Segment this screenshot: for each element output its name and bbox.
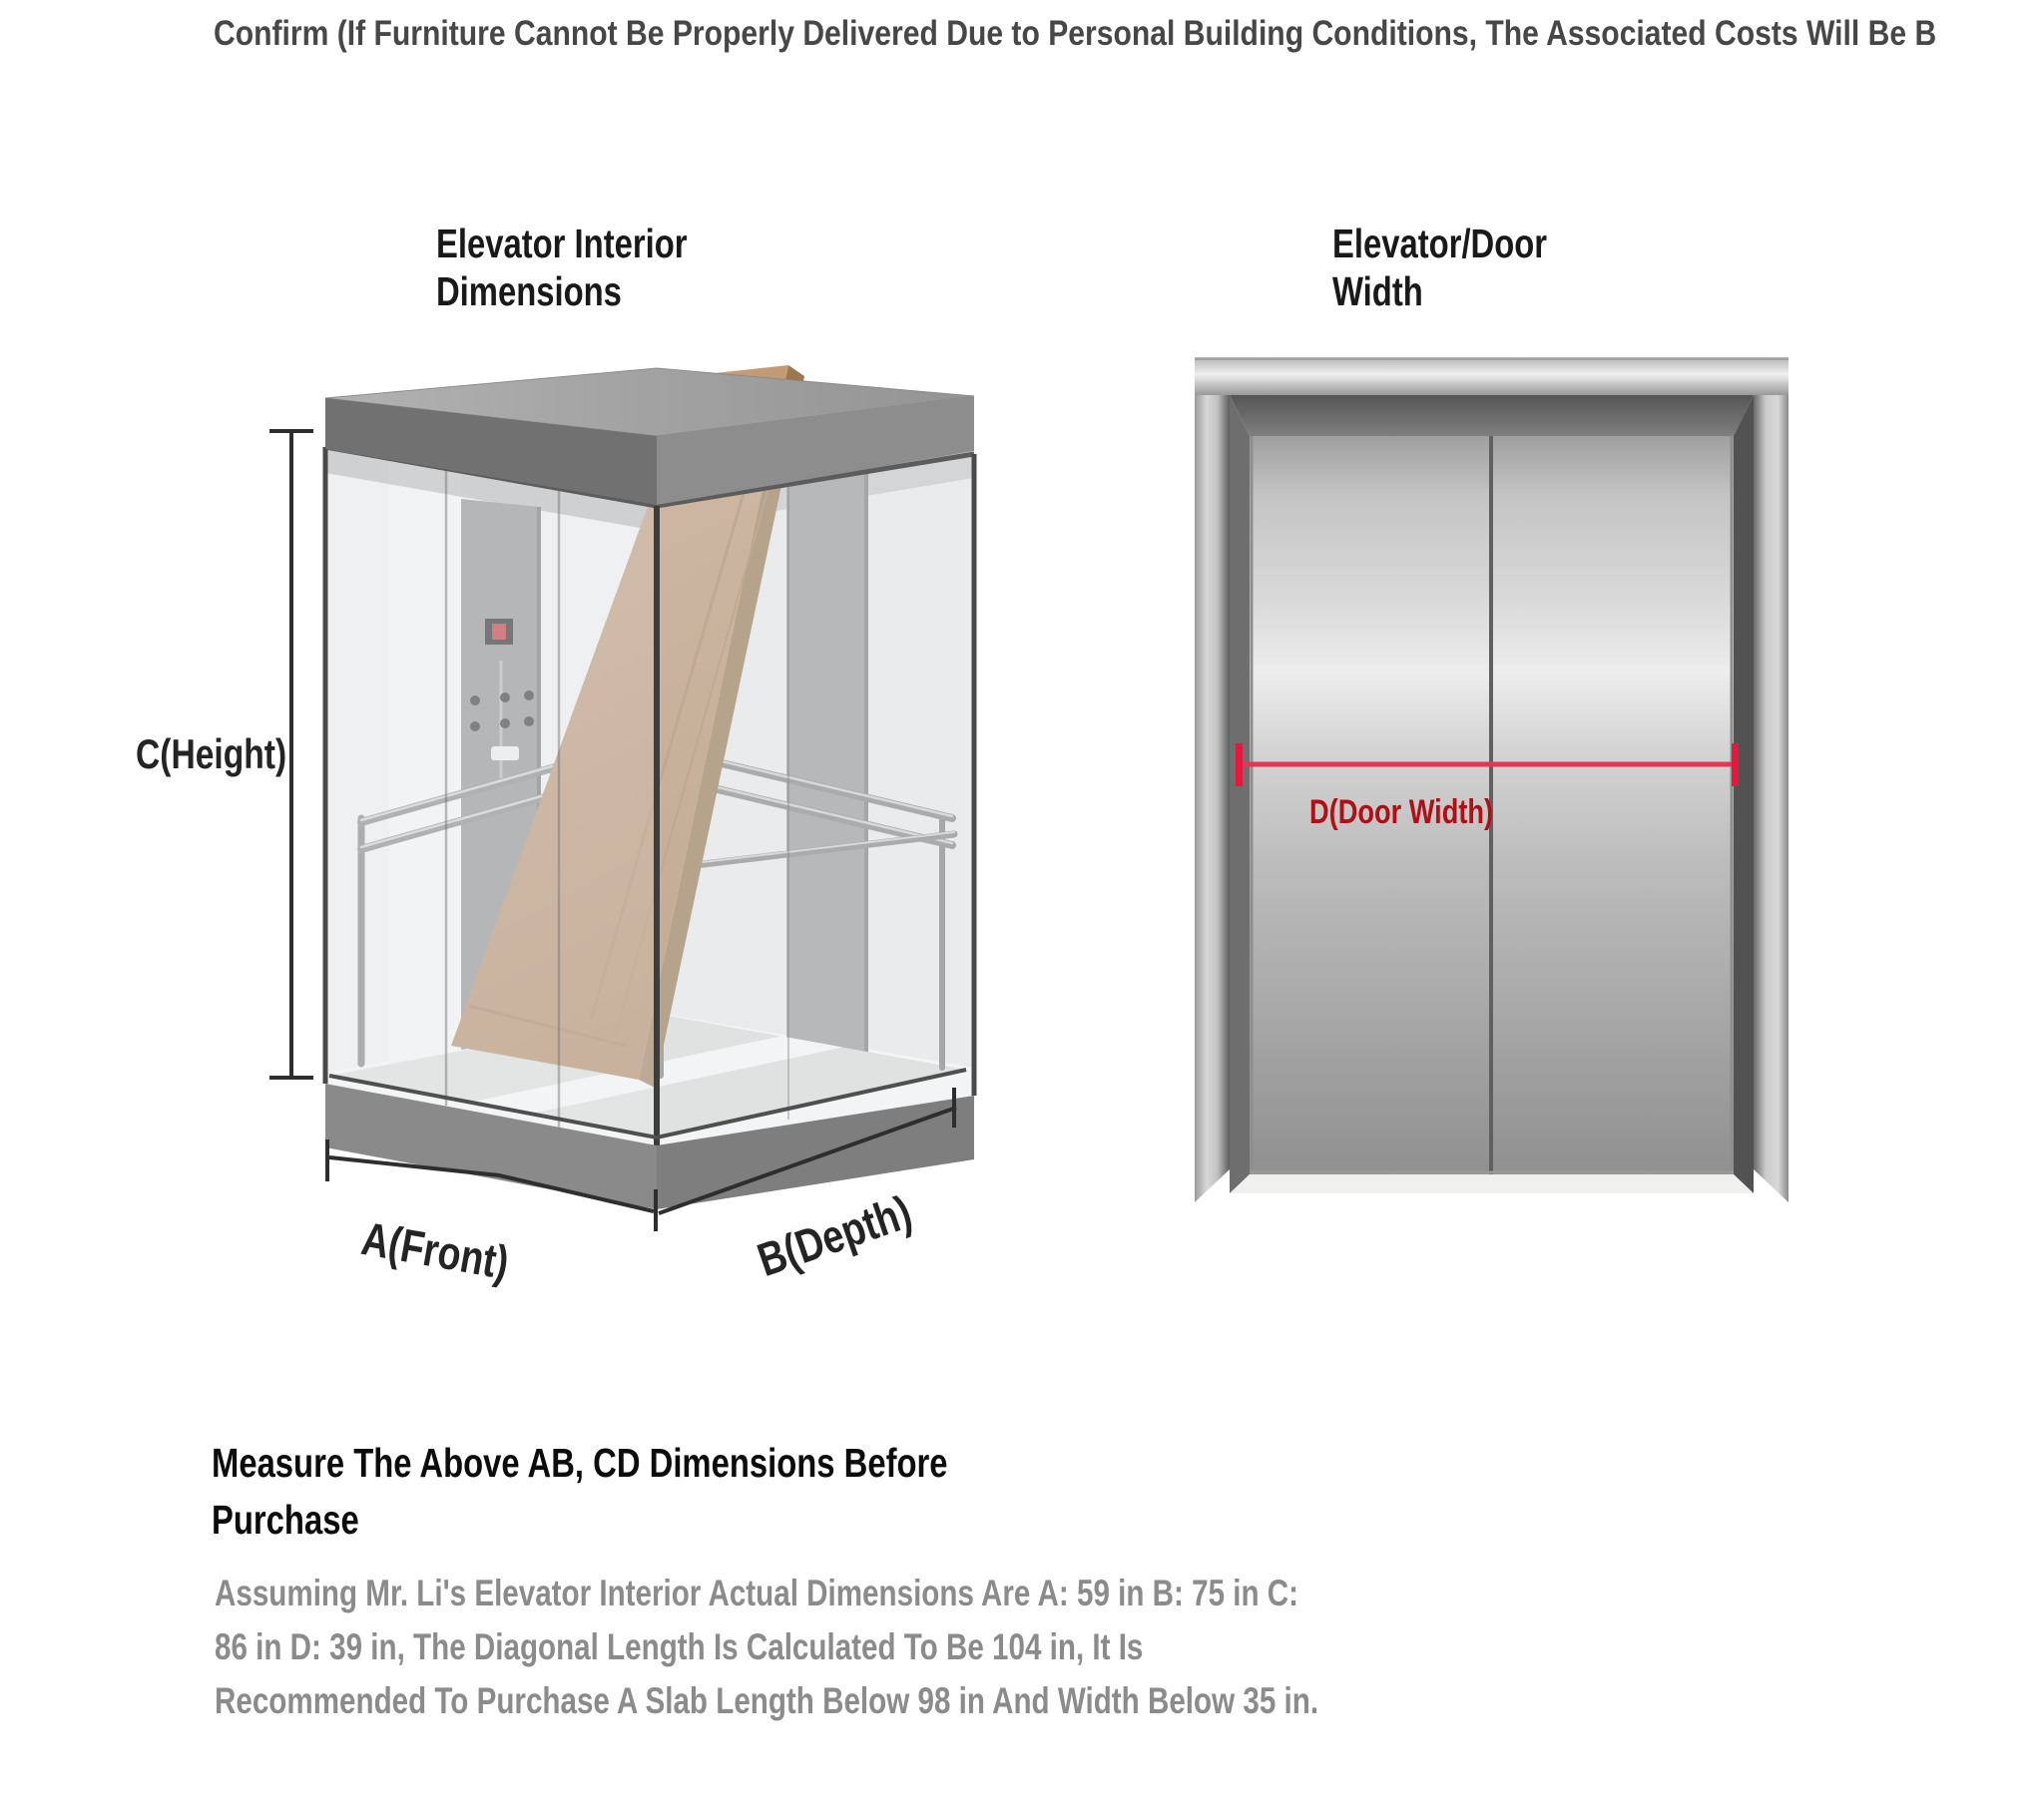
right-figure-title-line2: Width (1332, 268, 1423, 314)
example-note-line2: 86 in D: 39 in, The Diagonal Length Is Calculated To Be 104 in, It Is (215, 1626, 1144, 1667)
left-figure-title-line2: Dimensions (436, 268, 622, 314)
door-sill (1230, 1174, 1754, 1193)
front-dimension-label: A(Front) (357, 1210, 513, 1289)
right-figure-title-line1: Elevator/Door (1332, 221, 1548, 266)
elevator-door-illustration (1178, 339, 1876, 1257)
example-note-line3: Recommended To Purchase A Slab Length Below 98 in And Width Below 35 in. (215, 1680, 1319, 1721)
glass-wall-front-left (325, 447, 657, 1145)
measure-instruction-line1: Measure The Above AB, CD Dimensions Before (212, 1440, 948, 1486)
left-figure-title (436, 220, 750, 315)
left-figure-title-line1: Elevator Interior (436, 221, 688, 266)
example-note-line1: Assuming Mr. Li's Elevator Interior Actual Dimensions Are A: 59 in B: 75 in C: (215, 1573, 1299, 1613)
height-dimension-label: C(Height) (136, 730, 287, 777)
door-reveal-right (1734, 395, 1754, 1193)
door-frame-lintel (1195, 357, 1788, 395)
measure-instruction (212, 1435, 1132, 1549)
door-frame-right-column (1754, 395, 1788, 1202)
depth-dimension-label: B(Depth) (751, 1184, 918, 1287)
right-figure-title (1332, 220, 1601, 315)
door-panel-right (1493, 436, 1734, 1174)
delivery-notice: Confirm (If Furniture Cannot Be Properly Delivered Due to Personal Building Conditions, The Associated Costs Will Be B (214, 14, 1937, 53)
door-reveal-left (1230, 395, 1250, 1193)
glass-wall-front-right (657, 454, 974, 1145)
door-reveal-top (1230, 395, 1754, 436)
measure-instruction-line2: Purchase (212, 1497, 359, 1543)
door-width-dimension-label: D(Door Width) (1309, 793, 1494, 831)
door-frame-left-column (1195, 395, 1230, 1202)
example-note (215, 1567, 1595, 1728)
